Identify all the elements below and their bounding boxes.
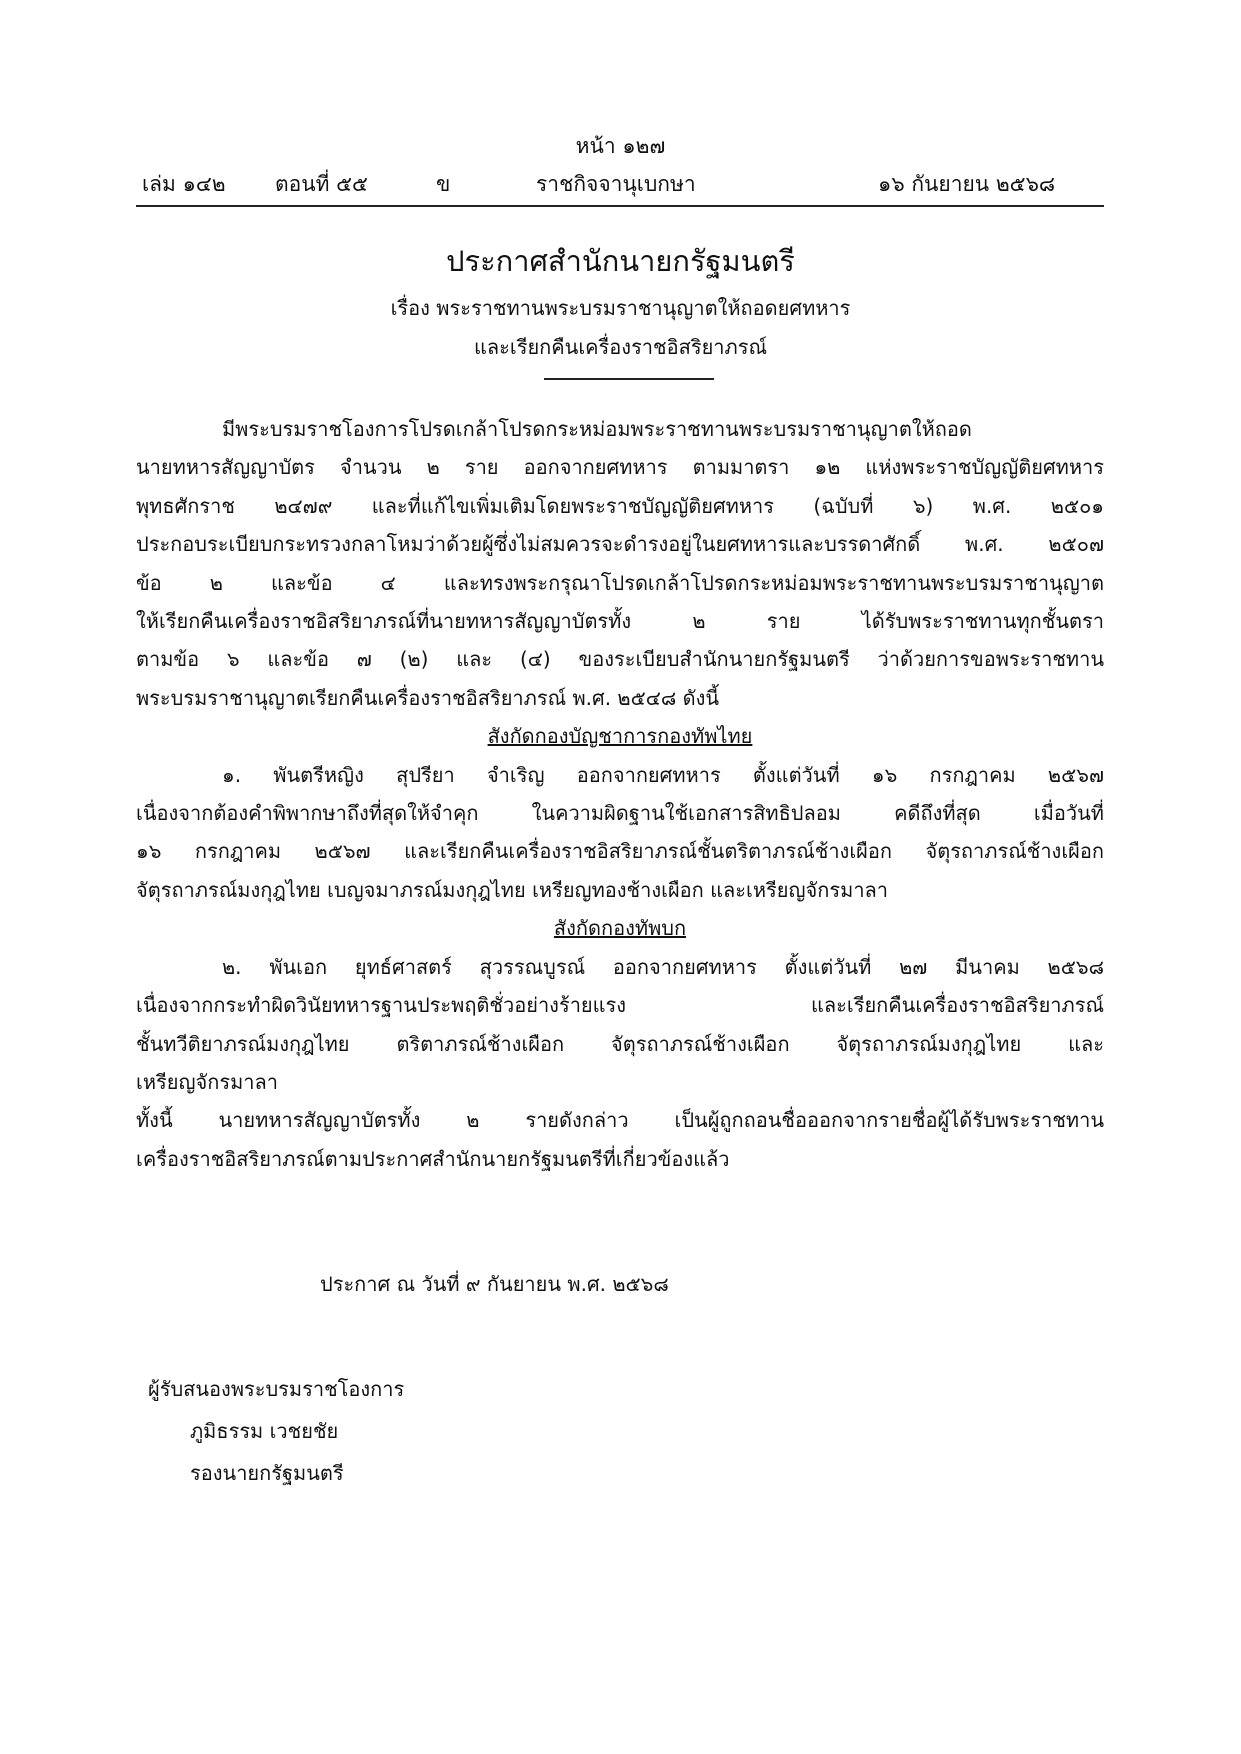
section-heading-army: สังกัดกองทัพบก bbox=[553, 916, 687, 941]
volume-number: เล่ม ๑๔๒ bbox=[142, 172, 226, 196]
announcement-date: ประกาศ ณ วันที่ ๙ กันยายน พ.ศ. ๒๕๖๘ bbox=[320, 1272, 669, 1296]
item-line: ๑๖ กรกฎาคม ๒๕๖๗ และเรียกคืนเครื่องราชอิสริยาภรณ์ชั้นตริตาภรณ์ช้างเผือก จัตุรถาภรณ์ช้างเผือก bbox=[136, 839, 1104, 864]
page-number: หน้า ๑๒๗ bbox=[575, 134, 666, 158]
item-line: เนื่องจากกระทำผิดวินัยทหารฐานประพฤติชั่วอย่างร้ายแรง และเรียกคืนเครื่องราชอิสริยาภรณ์ bbox=[136, 993, 1104, 1018]
item-line: ๑. พันตรีหญิง สุปรียา จำเริญ ออกจากยศทหาร ตั้งแต่วันที่ ๑๖ กรกฎาคม ๒๕๖๗ bbox=[222, 762, 1104, 787]
countersign-label: ผู้รับสนองพระบรมราชโองการ bbox=[148, 1377, 405, 1401]
publication-name: ราชกิจจานุเบกษา bbox=[536, 172, 696, 196]
issue-number: ตอนที่ ๕๕ bbox=[275, 172, 368, 196]
signatory-name: ภูมิธรรม เวชยชัย bbox=[190, 1419, 339, 1443]
preamble-line: ให้เรียกคืนเครื่องราชอิสริยาภรณ์ที่นายทหารสัญญาบัตรทั้ง ๒ ราย ได้รับพระราชทานทุกชั้นตรา bbox=[136, 609, 1104, 634]
preamble-line: พระบรมราชานุญาตเรียกคืนเครื่องราชอิสริยาภรณ์ พ.ศ. ๒๕๔๘ ดังนี้ bbox=[136, 685, 720, 710]
document-subject-continued: และเรียกคืนเครื่องราชอิสริยาภรณ์ bbox=[473, 335, 768, 359]
item-line: เหรียญจักรมาลา bbox=[136, 1069, 278, 1094]
title-divider bbox=[544, 378, 714, 380]
item-line: ชั้นทวีติยาภรณ์มงกุฎไทย ตริตาภรณ์ช้างเผือก จัตุรถาภรณ์ช้างเผือก จัตุรถาภรณ์มงกุฎไทย และ bbox=[136, 1031, 1104, 1056]
header-divider bbox=[136, 205, 1104, 207]
preamble-line: ตามข้อ ๖ และข้อ ๗ (๒) และ (๔) ของระเบียบสำนักนายกรัฐมนตรี ว่าด้วยการขอพระราชทาน bbox=[136, 647, 1104, 672]
publication-date: ๑๖ กันยายน ๒๕๖๘ bbox=[878, 172, 1056, 196]
document-body bbox=[136, 410, 1104, 1178]
preamble-line: พุทธศักราช ๒๔๗๙ และที่แก้ไขเพิ่มเติมโดยพระราชบัญญัติยศทหาร (ฉบับที่ ๖) พ.ศ. ๒๕๐๑ bbox=[136, 493, 1104, 518]
signatory-position: รองนายกรัฐมนตรี bbox=[190, 1461, 344, 1485]
section-heading-armed-forces-hq: สังกัดกองบัญชาการกองทัพไทย bbox=[487, 724, 753, 749]
item-line: จัตุรถาภรณ์มงกุฎไทย เบญจมาภรณ์มงกุฎไทย เหรียญทองช้างเผือก และเหรียญจักรมาลา bbox=[136, 877, 889, 902]
preamble-line: ประกอบระเบียบกระทรวงกลาโหมว่าด้วยผู้ซึ่งไม่สมควรจะดำรงอยู่ในยศทหารและบรรดาศักดิ์ พ.ศ. ๒๕๐๗ bbox=[136, 532, 1104, 557]
closing-line: ทั้งนี้ นายทหารสัญญาบัตรทั้ง ๒ รายดังกล่าว เป็นผู้ถูกถอนชื่อออกจากรายชื่อผู้ได้รับพระราชทาน bbox=[136, 1108, 1104, 1133]
document-subject: เรื่อง พระราชทานพระบรมราชานุญาตให้ถอดยศทหาร bbox=[390, 296, 851, 320]
item-line: เนื่องจากต้องคำพิพากษาถึงที่สุดให้จำคุก ในความผิดฐานใช้เอกสารสิทธิปลอม คดีถึงที่สุด เมื่อวันที่ bbox=[136, 801, 1104, 826]
document-title: ประกาศสำนักนายกรัฐมนตรี bbox=[446, 244, 795, 278]
section-letter: ข bbox=[436, 172, 451, 196]
closing-line: เครื่องราชอิสริยาภรณ์ตามประกาศสำนักนายกรัฐมนตรีที่เกี่ยวข้องแล้ว bbox=[136, 1146, 730, 1171]
preamble-line: มีพระบรมราชโองการโปรดเกล้าโปรดกระหม่อมพระราชทานพระบรมราชานุญาตให้ถอด bbox=[222, 417, 972, 441]
preamble-line: ข้อ ๒ และข้อ ๔ และทรงพระกรุณาโปรดเกล้าโปรดกระหม่อมพระราชทานพระบรมราชานุญาต bbox=[136, 570, 1104, 595]
item-line: ๒. พันเอก ยุทธ์ศาสตร์ สุวรรณบูรณ์ ออกจากยศทหาร ตั้งแต่วันที่ ๒๗ มีนาคม ๒๕๖๘ bbox=[222, 954, 1104, 979]
preamble-line: นายทหารสัญญาบัตร จำนวน ๒ ราย ออกจากยศทหาร ตามมาตรา ๑๒ แห่งพระราชบัญญัติยศทหาร bbox=[136, 455, 1104, 480]
